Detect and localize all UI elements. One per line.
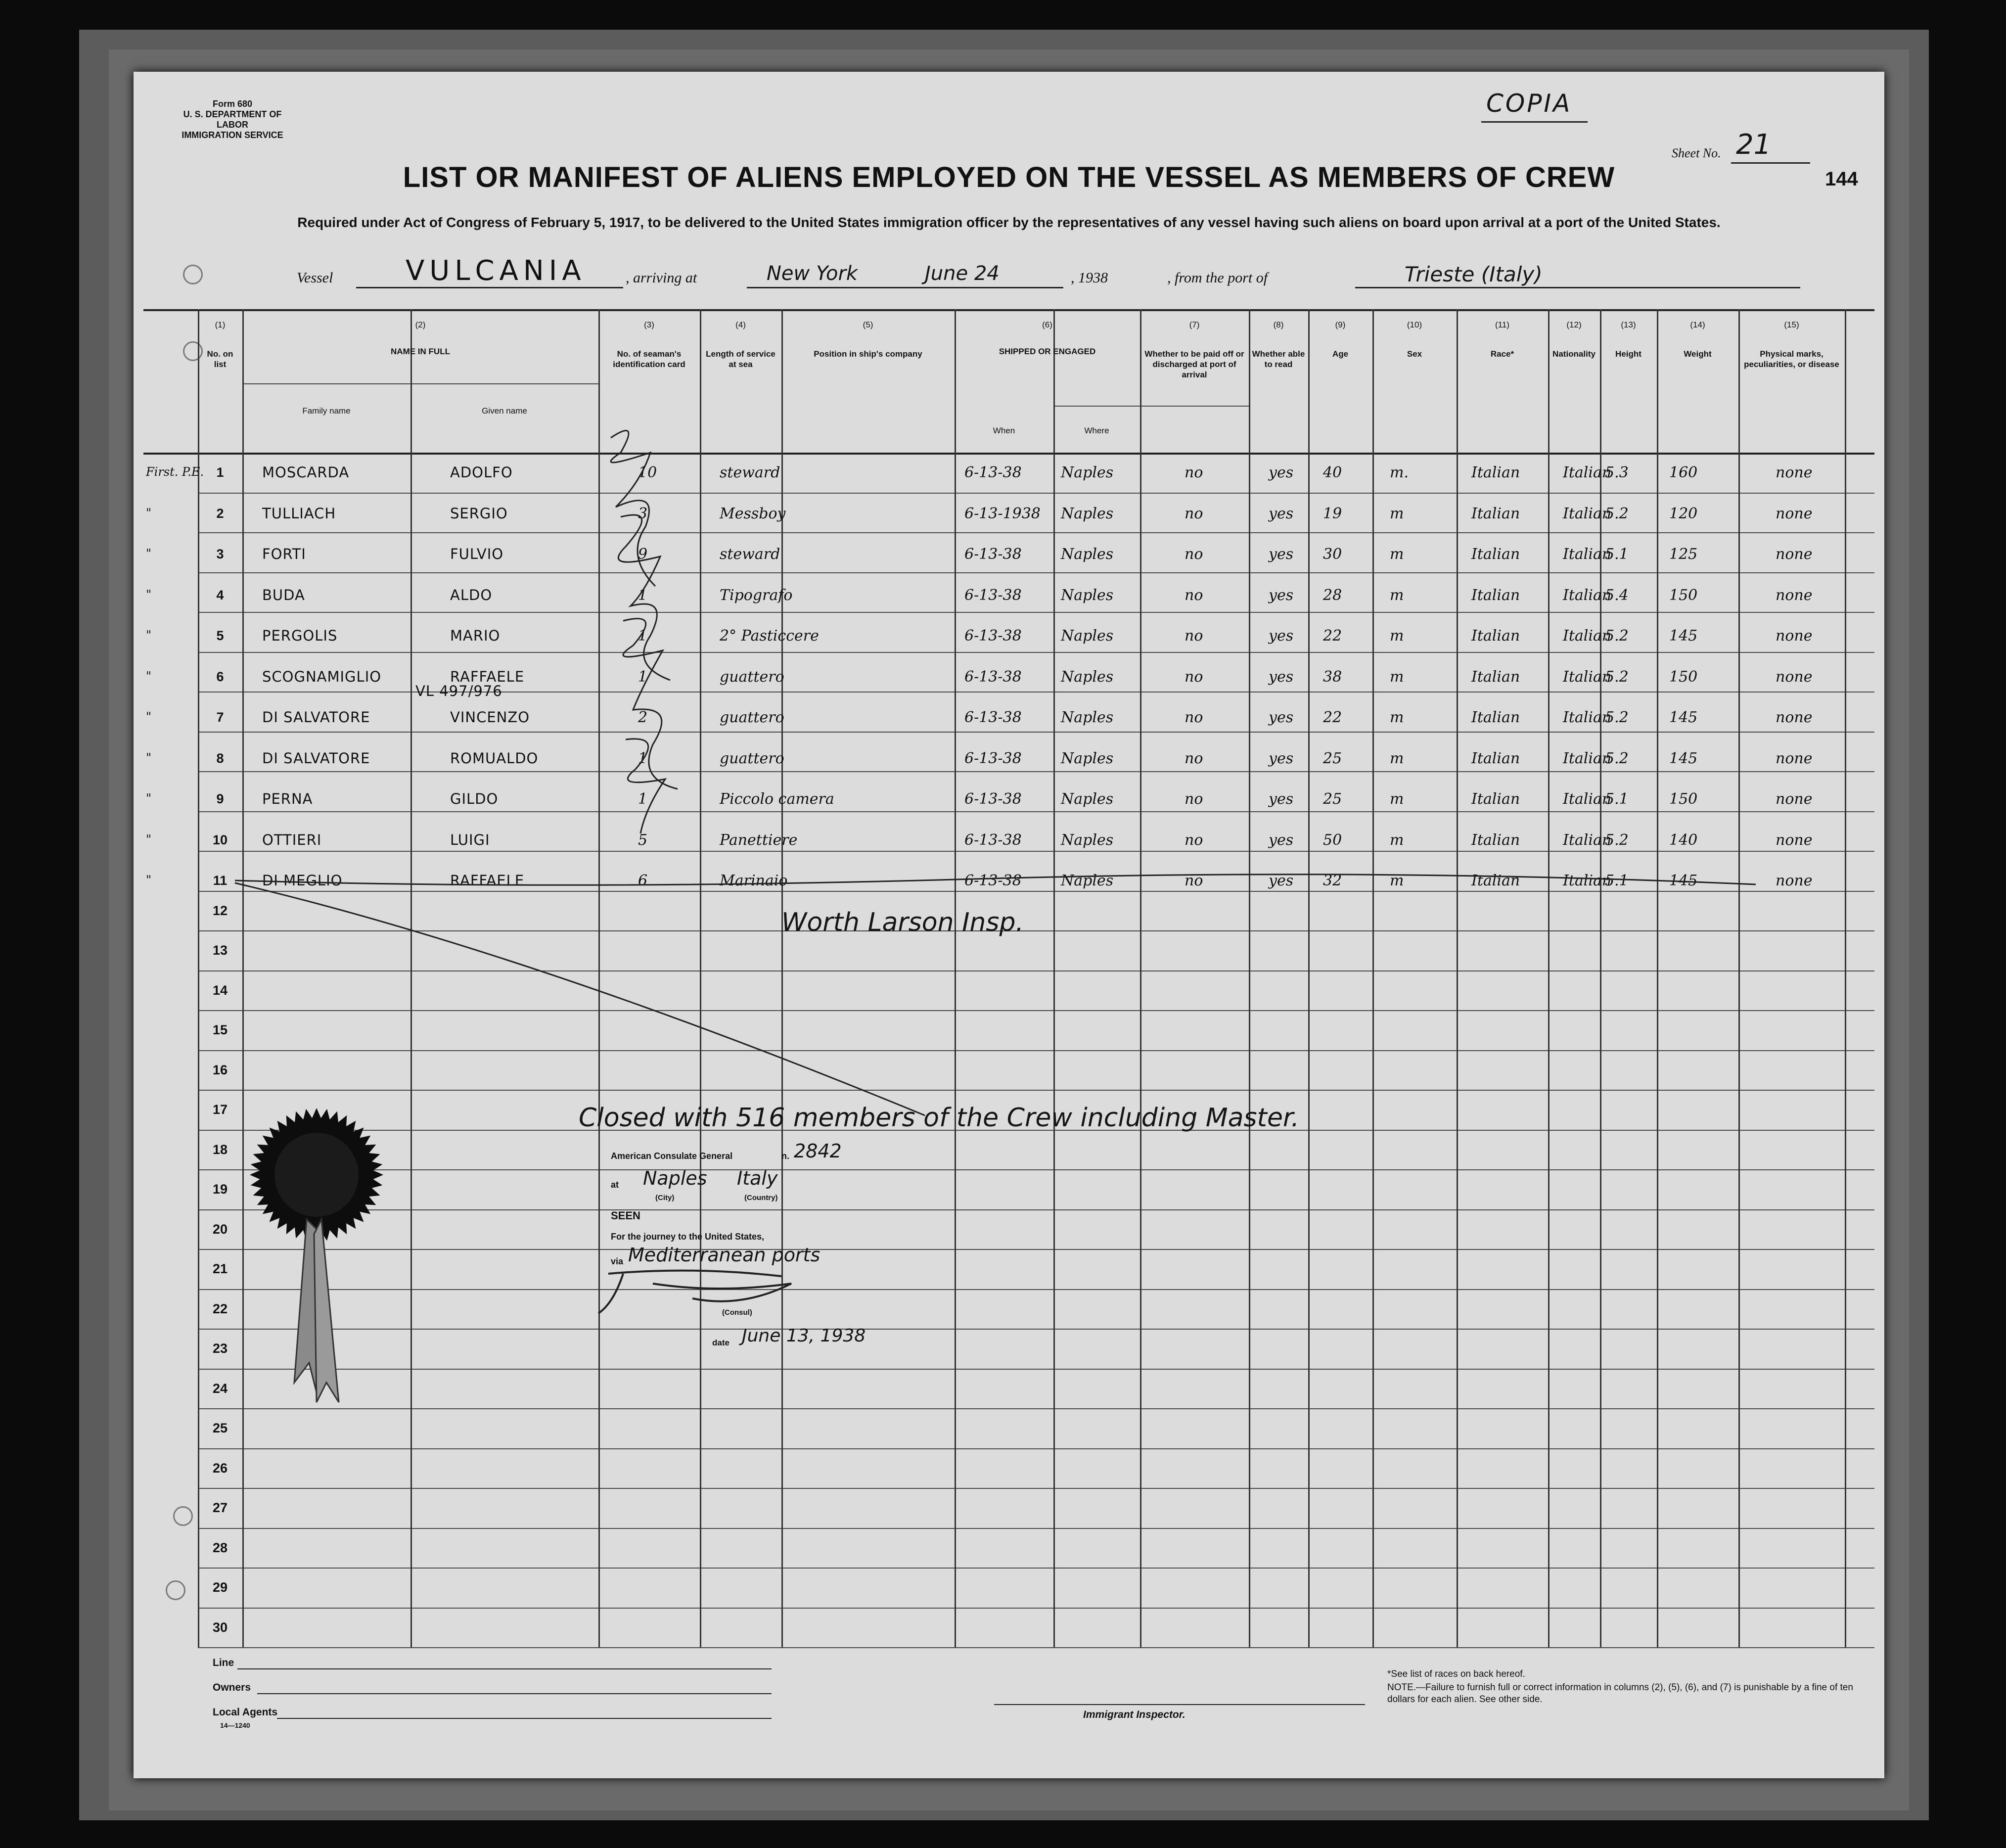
row-number: 26 [212, 1460, 228, 1476]
consul-caption: (Consul) [722, 1308, 752, 1317]
column-header: No. of seaman's identification card [613, 349, 685, 369]
column-header: Length of service at sea [706, 349, 775, 369]
cell-when: 6-13-38 [964, 546, 1022, 563]
row-mark: " [146, 628, 152, 642]
cell-nationality: Italian [1563, 546, 1612, 563]
from-port: Trieste (Italy) [1405, 262, 1543, 286]
row-mark: " [146, 506, 152, 520]
cell-where: Naples [1061, 505, 1114, 522]
inspector-signature: Worth Larson Insp. [781, 908, 1024, 937]
seen-stamp: SEEN [611, 1209, 640, 1222]
column-number: (8) [1273, 320, 1284, 329]
cell-position: Piccolo camera [720, 790, 834, 808]
cell-age: 32 [1323, 872, 1342, 889]
consul-signature-icon [593, 1264, 801, 1323]
cell-marks: none [1776, 749, 1813, 767]
cell-race: Italian [1471, 831, 1520, 849]
cell-read: yes [1269, 505, 1294, 522]
row-number: 7 [216, 710, 224, 725]
consulate-number-label: n. [781, 1151, 789, 1161]
cell-read: yes [1269, 749, 1294, 767]
cell-family: DI SALVATORE [262, 749, 370, 767]
row-number: 8 [216, 750, 224, 766]
consular-seal-icon [247, 1106, 386, 1432]
cell-position: Tipografo [720, 586, 793, 604]
date-label: date [712, 1338, 729, 1347]
cell-position: guattero [720, 749, 784, 767]
cell-height: 5.2 [1605, 627, 1629, 645]
column-subheader: When [993, 426, 1015, 435]
cell-paid: no [1185, 627, 1203, 645]
column-header: No. on list [207, 349, 233, 369]
cell-sex: m [1390, 749, 1404, 767]
footer-line-label: Line [213, 1657, 234, 1668]
cell-age: 28 [1323, 586, 1342, 604]
cell-paid: no [1185, 586, 1203, 604]
cell-service: 1 [638, 668, 648, 686]
column-header: Whether able to read [1252, 349, 1305, 369]
manifest-subtitle: Required under Act of Congress of February 5, 1917, to be delivered to the United States immigration officer by the representatives of any vessel having such aliens on board upon arrival at a port of the United States. [297, 215, 1721, 230]
sheet-number: 21 [1736, 129, 1772, 161]
cell-position: guattero [720, 668, 784, 686]
cell-height: 5.2 [1605, 505, 1629, 522]
cell-given: SERGIO [450, 505, 508, 522]
column-number: (4) [735, 320, 746, 329]
inspector-label: Immigrant Inspector. [1083, 1709, 1185, 1720]
cell-service: 3 [638, 505, 648, 522]
row-number: 19 [212, 1182, 228, 1197]
row-number: 1 [216, 465, 224, 480]
cell-read: yes [1269, 464, 1294, 481]
row-number: 17 [212, 1102, 228, 1117]
cell-weight: 125 [1669, 546, 1698, 563]
cell-marks: none [1776, 464, 1813, 481]
row-number: 15 [212, 1022, 228, 1037]
row-mark: First. P.E. [146, 465, 204, 479]
binder-hole [47, 1464, 64, 1481]
cell-race: Italian [1471, 872, 1520, 889]
cell-service: 10 [638, 464, 657, 481]
vessel-name: VULCANIA [406, 255, 586, 287]
cell-race: Italian [1471, 749, 1520, 767]
cell-height: 5.1 [1605, 790, 1629, 808]
cell-where: Naples [1061, 709, 1114, 726]
cell-family: MOSCARDA [262, 464, 350, 481]
cell-age: 30 [1323, 546, 1342, 563]
cell-race: Italian [1471, 505, 1520, 522]
cell-sex: m [1390, 831, 1404, 849]
inspector-underline [994, 1704, 1365, 1705]
row-mark: " [146, 587, 152, 601]
cell-marks: none [1776, 546, 1813, 563]
cell-where: Naples [1061, 464, 1114, 481]
cell-marks: none [1776, 586, 1813, 604]
cell-race: Italian [1471, 709, 1520, 726]
cell-paid: no [1185, 831, 1203, 849]
cell-sex: m [1390, 586, 1404, 604]
row-number: 23 [212, 1341, 228, 1356]
row-number: 5 [216, 628, 224, 643]
cell-paid: no [1185, 668, 1203, 686]
cell-age: 40 [1323, 464, 1342, 481]
cell-nationality: Italian [1563, 872, 1612, 889]
column-number: (10) [1407, 320, 1422, 329]
cell-given: VINCENZO [450, 709, 530, 726]
binder-hole [37, 277, 54, 294]
column-number: (3) [644, 320, 654, 329]
cell-when: 6-13-38 [964, 872, 1022, 889]
cell-nationality: Italian [1563, 627, 1612, 645]
cell-family: SCOGNAMIGLIO [262, 668, 382, 685]
consulate-country: Italy [737, 1167, 778, 1189]
cell-sex: m [1390, 872, 1404, 889]
cell-family: PERGOLIS [262, 627, 338, 644]
column-header: NAME IN FULL [391, 347, 450, 356]
end-of-list-line [235, 875, 1756, 885]
cell-read: yes [1269, 872, 1294, 889]
vessel-label: Vessel [297, 270, 333, 286]
column-header: Physical marks, peculiarities, or disease [1744, 349, 1839, 369]
cell-service: 1 [638, 586, 648, 604]
row-number: 30 [212, 1619, 228, 1635]
cell-when: 6-13-38 [964, 464, 1022, 481]
cell-when: 6-13-38 [964, 790, 1022, 808]
column-number: (1) [215, 320, 226, 329]
cell-where: Naples [1061, 546, 1114, 563]
cell-where: Naples [1061, 586, 1114, 604]
cell-nationality: Italian [1563, 790, 1612, 808]
cell-nationality: Italian [1563, 505, 1612, 522]
cell-sex: m [1390, 709, 1404, 726]
row-number: 12 [212, 903, 228, 918]
page-number: 144 [1825, 168, 1858, 190]
cell-race: Italian [1471, 546, 1520, 563]
cell-weight: 145 [1669, 872, 1698, 889]
cell-paid: no [1185, 505, 1203, 522]
cell-position: guattero [720, 709, 784, 726]
cell-service: 1 [638, 790, 648, 808]
cell-paid: no [1185, 749, 1203, 767]
cell-height: 5.2 [1605, 831, 1629, 849]
row-number: 27 [212, 1500, 228, 1515]
cell-read: yes [1269, 586, 1294, 604]
scribble-mark [611, 430, 655, 586]
cell-service: 6 [638, 872, 648, 889]
cell-when: 6-13-1938 [964, 505, 1041, 522]
cell-nationality: Italian [1563, 464, 1612, 481]
cell-race: Italian [1471, 627, 1520, 645]
column-header: Sex [1407, 349, 1422, 359]
cell-when: 6-13-38 [964, 586, 1022, 604]
cell-given: MARIO [450, 627, 501, 644]
cell-sex: m [1390, 627, 1404, 645]
row-mark: " [146, 832, 152, 846]
column-number: (13) [1621, 320, 1636, 329]
cell-race: Italian [1471, 464, 1520, 481]
scribble-mark [626, 739, 665, 833]
sheet-label: Sheet No. [1672, 146, 1721, 160]
cell-age: 22 [1323, 709, 1342, 726]
cell-when: 6-13-38 [964, 668, 1022, 686]
column-header: SHIPPED OR ENGAGED [999, 347, 1096, 356]
row-number: 10 [212, 832, 228, 847]
cell-weight: 150 [1669, 668, 1698, 686]
cell-family: DI SALVATORE [262, 709, 370, 726]
cell-when: 6-13-38 [964, 627, 1022, 645]
cell-nationality: Italian [1563, 749, 1612, 767]
cell-race: Italian [1471, 586, 1520, 604]
row-number: 2 [216, 506, 224, 521]
row-number: 14 [212, 982, 228, 998]
row-annotation: VL 497/976 [415, 682, 502, 699]
cell-height: 5.2 [1605, 749, 1629, 767]
cell-position: Marinaio [720, 872, 788, 889]
binder-hole [37, 317, 54, 333]
row-number: 21 [212, 1261, 228, 1276]
cell-service: 1 [638, 749, 648, 767]
column-subheader: Family name [302, 406, 351, 416]
cell-marks: none [1776, 709, 1813, 726]
footer-owners-label: Owners [213, 1682, 251, 1693]
cell-where: Naples [1061, 790, 1114, 808]
column-number: (15) [1784, 320, 1799, 329]
column-header: Height [1615, 349, 1641, 359]
consulate-city: Naples [643, 1167, 707, 1189]
cell-paid: no [1185, 790, 1203, 808]
cell-service: 5 [638, 831, 648, 849]
column-subheader: Given name [482, 406, 527, 416]
race-note: *See list of races on back hereof. [1387, 1669, 1525, 1679]
arriving-label: , arriving at [626, 270, 697, 286]
cell-nationality: Italian [1563, 709, 1612, 726]
agents-underline [277, 1718, 772, 1719]
cell-age: 38 [1323, 668, 1342, 686]
binder-hole [59, 1630, 76, 1647]
column-header: Whether to be paid off or discharged at port of arrival [1144, 349, 1244, 379]
from-label: , from the port of [1167, 270, 1268, 286]
cell-where: Naples [1061, 872, 1114, 889]
column-header: Nationality [1552, 349, 1596, 359]
cell-where: Naples [1061, 749, 1114, 767]
via-route: Mediterranean ports [628, 1244, 821, 1266]
cell-where: Naples [1061, 668, 1114, 686]
cell-sex: m [1390, 505, 1404, 522]
cell-weight: 145 [1669, 627, 1698, 645]
row-number: 20 [212, 1221, 228, 1237]
cell-marks: none [1776, 668, 1813, 686]
cell-weight: 150 [1669, 586, 1698, 604]
row-mark: " [146, 669, 152, 683]
row-number: 13 [212, 943, 228, 958]
cell-family: DI MEGLIO [262, 872, 343, 889]
cell-paid: no [1185, 546, 1203, 563]
column-number: (11) [1495, 320, 1509, 329]
cell-paid: no [1185, 709, 1203, 726]
id-card-scribbles [611, 430, 678, 833]
column-header: Age [1332, 349, 1349, 359]
cell-race: Italian [1471, 668, 1520, 686]
consulate-number: 2842 [794, 1140, 842, 1162]
arrival-date: June 24 [925, 262, 1000, 285]
cell-read: yes [1269, 668, 1294, 686]
at-label: at [611, 1180, 619, 1190]
city-caption: (City) [655, 1194, 675, 1202]
cell-position: steward [720, 464, 780, 481]
country-caption: (Country) [744, 1194, 778, 1202]
cell-read: yes [1269, 627, 1294, 645]
cell-position: Messboy [720, 505, 786, 522]
cell-where: Naples [1061, 831, 1114, 849]
cell-given: GILDO [450, 790, 499, 807]
row-number: 18 [212, 1142, 228, 1157]
form-number: Form 680 [212, 99, 253, 109]
service-name: IMMIGRATION SERVICE [182, 130, 283, 140]
cell-height: 5.3 [1605, 464, 1629, 481]
cell-height: 5.2 [1605, 709, 1629, 726]
row-number: 6 [216, 669, 224, 684]
manifest-title: LIST OR MANIFEST OF ALIENS EMPLOYED ON THE VESSEL AS MEMBERS OF CREW [403, 161, 1615, 193]
cell-given: FULVIO [450, 546, 504, 562]
cell-when: 6-13-38 [964, 831, 1022, 849]
cell-marks: none [1776, 790, 1813, 808]
column-number: (12) [1566, 320, 1582, 329]
cell-marks: none [1776, 872, 1813, 889]
cell-weight: 160 [1669, 464, 1698, 481]
penalty-note: NOTE.—Failure to furnish full or correct information in columns (2), (5), (6), and (7) is punishable by a fine of ten dollars for each alien. See other side. [1387, 1682, 1853, 1705]
cell-weight: 150 [1669, 790, 1698, 808]
cell-sex: m [1390, 546, 1404, 563]
row-number: 25 [212, 1421, 228, 1435]
cell-weight: 120 [1669, 505, 1698, 522]
column-header: Weight [1684, 349, 1712, 359]
cell-sex: m [1390, 668, 1404, 686]
consulate-label: American Consulate General [611, 1151, 733, 1161]
column-number: (5) [863, 320, 873, 329]
row-number: 3 [216, 547, 224, 561]
column-number: (6) [1042, 320, 1052, 329]
arriving-port: New York [767, 262, 858, 285]
via-label: via [611, 1256, 624, 1266]
cell-family: PERNA [262, 790, 313, 807]
cell-given: LUIGI [450, 831, 490, 848]
cell-marks: none [1776, 627, 1813, 645]
cell-height: 5.2 [1605, 668, 1629, 686]
column-number: (14) [1690, 320, 1705, 329]
column-header: Position in ship's company [814, 349, 922, 359]
cell-nationality: Italian [1563, 586, 1612, 604]
row-mark: " [146, 873, 152, 887]
cell-paid: no [1185, 872, 1203, 889]
line-underline [237, 1668, 772, 1669]
cell-height: 5.4 [1605, 586, 1629, 604]
department-name: U. S. DEPARTMENT OF LABOR [183, 109, 282, 130]
cell-weight: 140 [1669, 831, 1698, 849]
binder-hole [54, 1538, 71, 1555]
cell-weight: 145 [1669, 709, 1698, 726]
cell-nationality: Italian [1563, 668, 1612, 686]
consular-date: June 13, 1938 [742, 1326, 866, 1346]
manifest-page [134, 72, 1884, 1778]
cell-read: yes [1269, 709, 1294, 726]
cell-paid: no [1185, 464, 1203, 481]
row-number: 16 [212, 1062, 228, 1077]
cell-read: yes [1269, 790, 1294, 808]
cell-service: 9 [638, 546, 648, 563]
copia-mark: COPIA [1486, 89, 1572, 118]
cell-family: OTTIERI [262, 831, 322, 848]
footer-code: 14—1240 [220, 1721, 250, 1729]
cell-given: ALDO [450, 586, 493, 603]
cell-height: 5.1 [1605, 546, 1629, 563]
cell-when: 6-13-38 [964, 749, 1022, 767]
cell-given: ADOLFO [450, 464, 513, 481]
cell-family: BUDA [262, 586, 305, 603]
cell-position: Panettiere [720, 831, 798, 849]
column-header: Race* [1490, 349, 1514, 359]
cell-when: 6-13-38 [964, 709, 1022, 726]
column-number: (7) [1189, 320, 1200, 329]
cell-sex: m. [1390, 464, 1409, 481]
scribble-mark [623, 619, 678, 789]
cell-position: 2° Pasticcere [720, 627, 819, 645]
row-number: 22 [212, 1301, 228, 1316]
column-subheader: Where [1084, 426, 1109, 435]
row-mark: " [146, 750, 152, 765]
row-number: 11 [213, 873, 228, 888]
cell-family: FORTI [262, 546, 306, 562]
cell-age: 25 [1323, 749, 1342, 767]
cell-read: yes [1269, 546, 1294, 563]
cell-service: 2 [638, 709, 648, 726]
cell-age: 22 [1323, 627, 1342, 645]
cell-age: 50 [1323, 831, 1342, 849]
row-number: 4 [216, 587, 224, 602]
row-number: 24 [212, 1381, 228, 1396]
cell-nationality: Italian [1563, 831, 1612, 849]
closing-note: Closed with 516 members of the Crew including Master. [579, 1103, 1300, 1133]
cell-where: Naples [1061, 627, 1114, 645]
cell-weight: 145 [1669, 749, 1698, 767]
row-number: 9 [216, 791, 224, 806]
year-label: , 1938 [1071, 270, 1108, 286]
cell-age: 25 [1323, 790, 1342, 808]
cell-race: Italian [1471, 790, 1520, 808]
footer-agents-label: Local Agents [213, 1707, 278, 1718]
journey-label: For the journey to the United States, [611, 1232, 765, 1242]
cell-sex: m [1390, 790, 1404, 808]
row-number: 28 [212, 1540, 228, 1555]
cell-position: steward [720, 546, 780, 563]
cell-marks: none [1776, 831, 1813, 849]
cell-height: 5.1 [1605, 872, 1629, 889]
cell-given: ROMUALDO [450, 749, 539, 767]
cell-service: 1 [638, 627, 648, 645]
column-number: (9) [1335, 320, 1346, 329]
cell-family: TULLIACH [262, 505, 336, 522]
cell-marks: none [1776, 505, 1813, 522]
cell-age: 19 [1323, 505, 1342, 522]
row-mark: " [146, 547, 152, 560]
column-number: (2) [415, 320, 426, 329]
row-mark: " [146, 791, 152, 805]
cell-read: yes [1269, 831, 1294, 849]
cell-given: RAFFAELE [450, 668, 525, 685]
cell-given: RAFFAELE [450, 872, 525, 889]
row-number: 29 [212, 1580, 228, 1595]
row-mark: " [146, 710, 152, 724]
owners-underline [257, 1693, 772, 1694]
